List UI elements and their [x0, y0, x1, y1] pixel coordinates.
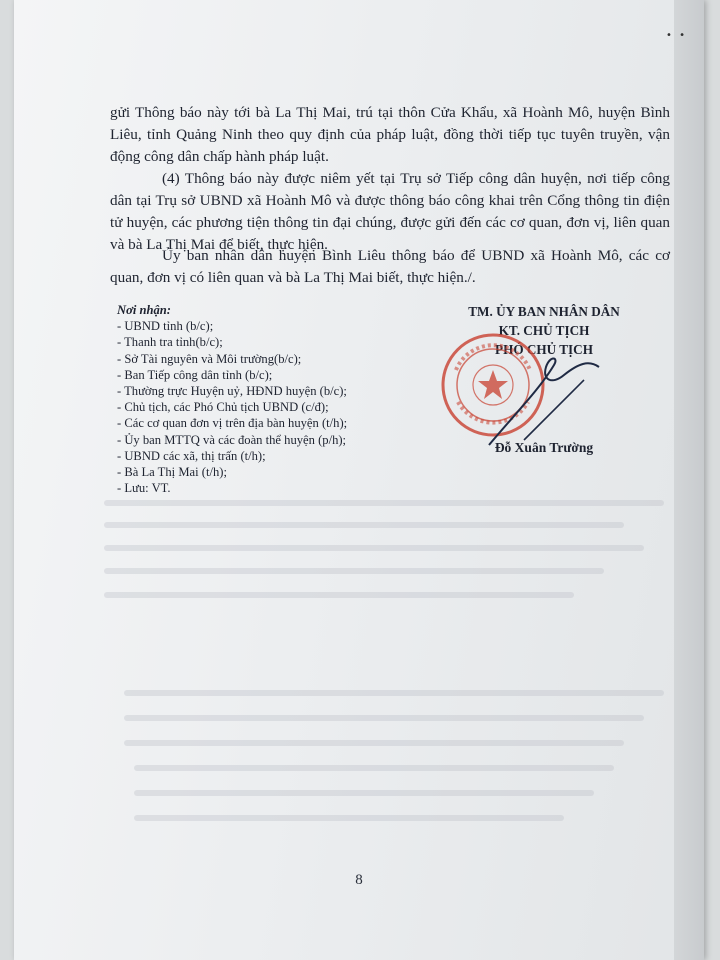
sign-title-line: TM. ỦY BAN NHÂN DÂN	[468, 304, 620, 319]
recipient-item: - Ủy ban MTTQ và các đoàn thể huyện (p/h);	[117, 432, 347, 447]
recipient-item: - Chủ tịch, các Phó Chủ tịch UBND (c/đ);	[117, 400, 329, 415]
bleed-through-line	[134, 815, 564, 821]
recipient-item: - Bà La Thị Mai (t/h);	[117, 465, 227, 480]
bleed-through-line	[124, 740, 624, 746]
bleed-through-line	[124, 715, 644, 721]
recipient-item: - Ban Tiếp công dân tỉnh (b/c);	[117, 367, 273, 382]
signer-name: Đỗ Xuân Trường	[494, 440, 594, 455]
page-edge-shadow	[674, 0, 704, 960]
recipient-item: - Lưu: VT.	[117, 481, 171, 496]
bleed-through-line	[104, 522, 624, 528]
recipient-item: - UBND tỉnh (b/c);	[117, 319, 214, 334]
paragraph-continuation: gửi Thông báo này tới bà La Thị Mai, trú tại thôn Cửa Khẩu, xã Hoành Mô, huyện Bình Liêu, tỉnh Quảng Ninh theo quy định của pháp luật, đồng thời tiếp tục tuyên truyền, vận động công dân chấp hành pháp luật.	[110, 104, 670, 165]
bleed-through-line	[104, 545, 644, 551]
bleed-through-line	[124, 690, 664, 696]
recipient-item: - UBND các xã, thị trấn (t/h);	[117, 448, 266, 463]
recipient-item: - Các cơ quan đơn vị trên địa bàn huyện (t/h);	[117, 416, 348, 431]
bleed-through-line	[134, 765, 614, 771]
bleed-through-line	[104, 592, 574, 598]
sign-title-line: KT. CHỦ TỊCH	[498, 323, 590, 338]
bleed-through-line	[134, 790, 594, 796]
paragraph-posting-notice: (4) Thông báo này được niêm yết tại Trụ sở Tiếp công dân huyện, nơi tiếp công dân tại Trụ sở UBND xã Hoành Mô và được thông báo công khai trên Cổng thông tin điện tử huyện, các phương tiện thông tin đại chúng, được gửi đến các cơ quan, đơn vị, liên quan và bà La Thị Mai để biết, thực hiện.	[110, 170, 670, 253]
recipient-item: - Thanh tra tỉnh(b/c);	[117, 335, 223, 350]
bleed-through-line	[104, 500, 664, 506]
recipient-item: - Sở Tài nguyên và Môi trường(b/c);	[117, 351, 302, 366]
sign-title-line: PHÓ CHỦ TỊCH	[495, 342, 593, 357]
margin-marks: • •	[666, 30, 687, 41]
recipients-label: Nơi nhận:	[117, 303, 172, 317]
page-number: 8	[355, 872, 363, 888]
document-page	[14, 0, 704, 960]
recipient-item: - Thường trực Huyện uỷ, HĐND huyện (b/c);	[117, 384, 347, 399]
handwritten-signature-icon	[484, 345, 604, 455]
bleed-through-line	[104, 568, 604, 574]
paragraph-closing: Ủy ban nhân dân huyện Bình Liêu thông báo để UBND xã Hoành Mô, các cơ quan, đơn vị có liên quan và bà La Thị Mai biết, thực hiện./.	[110, 247, 670, 286]
recipients-block	[117, 302, 447, 496]
